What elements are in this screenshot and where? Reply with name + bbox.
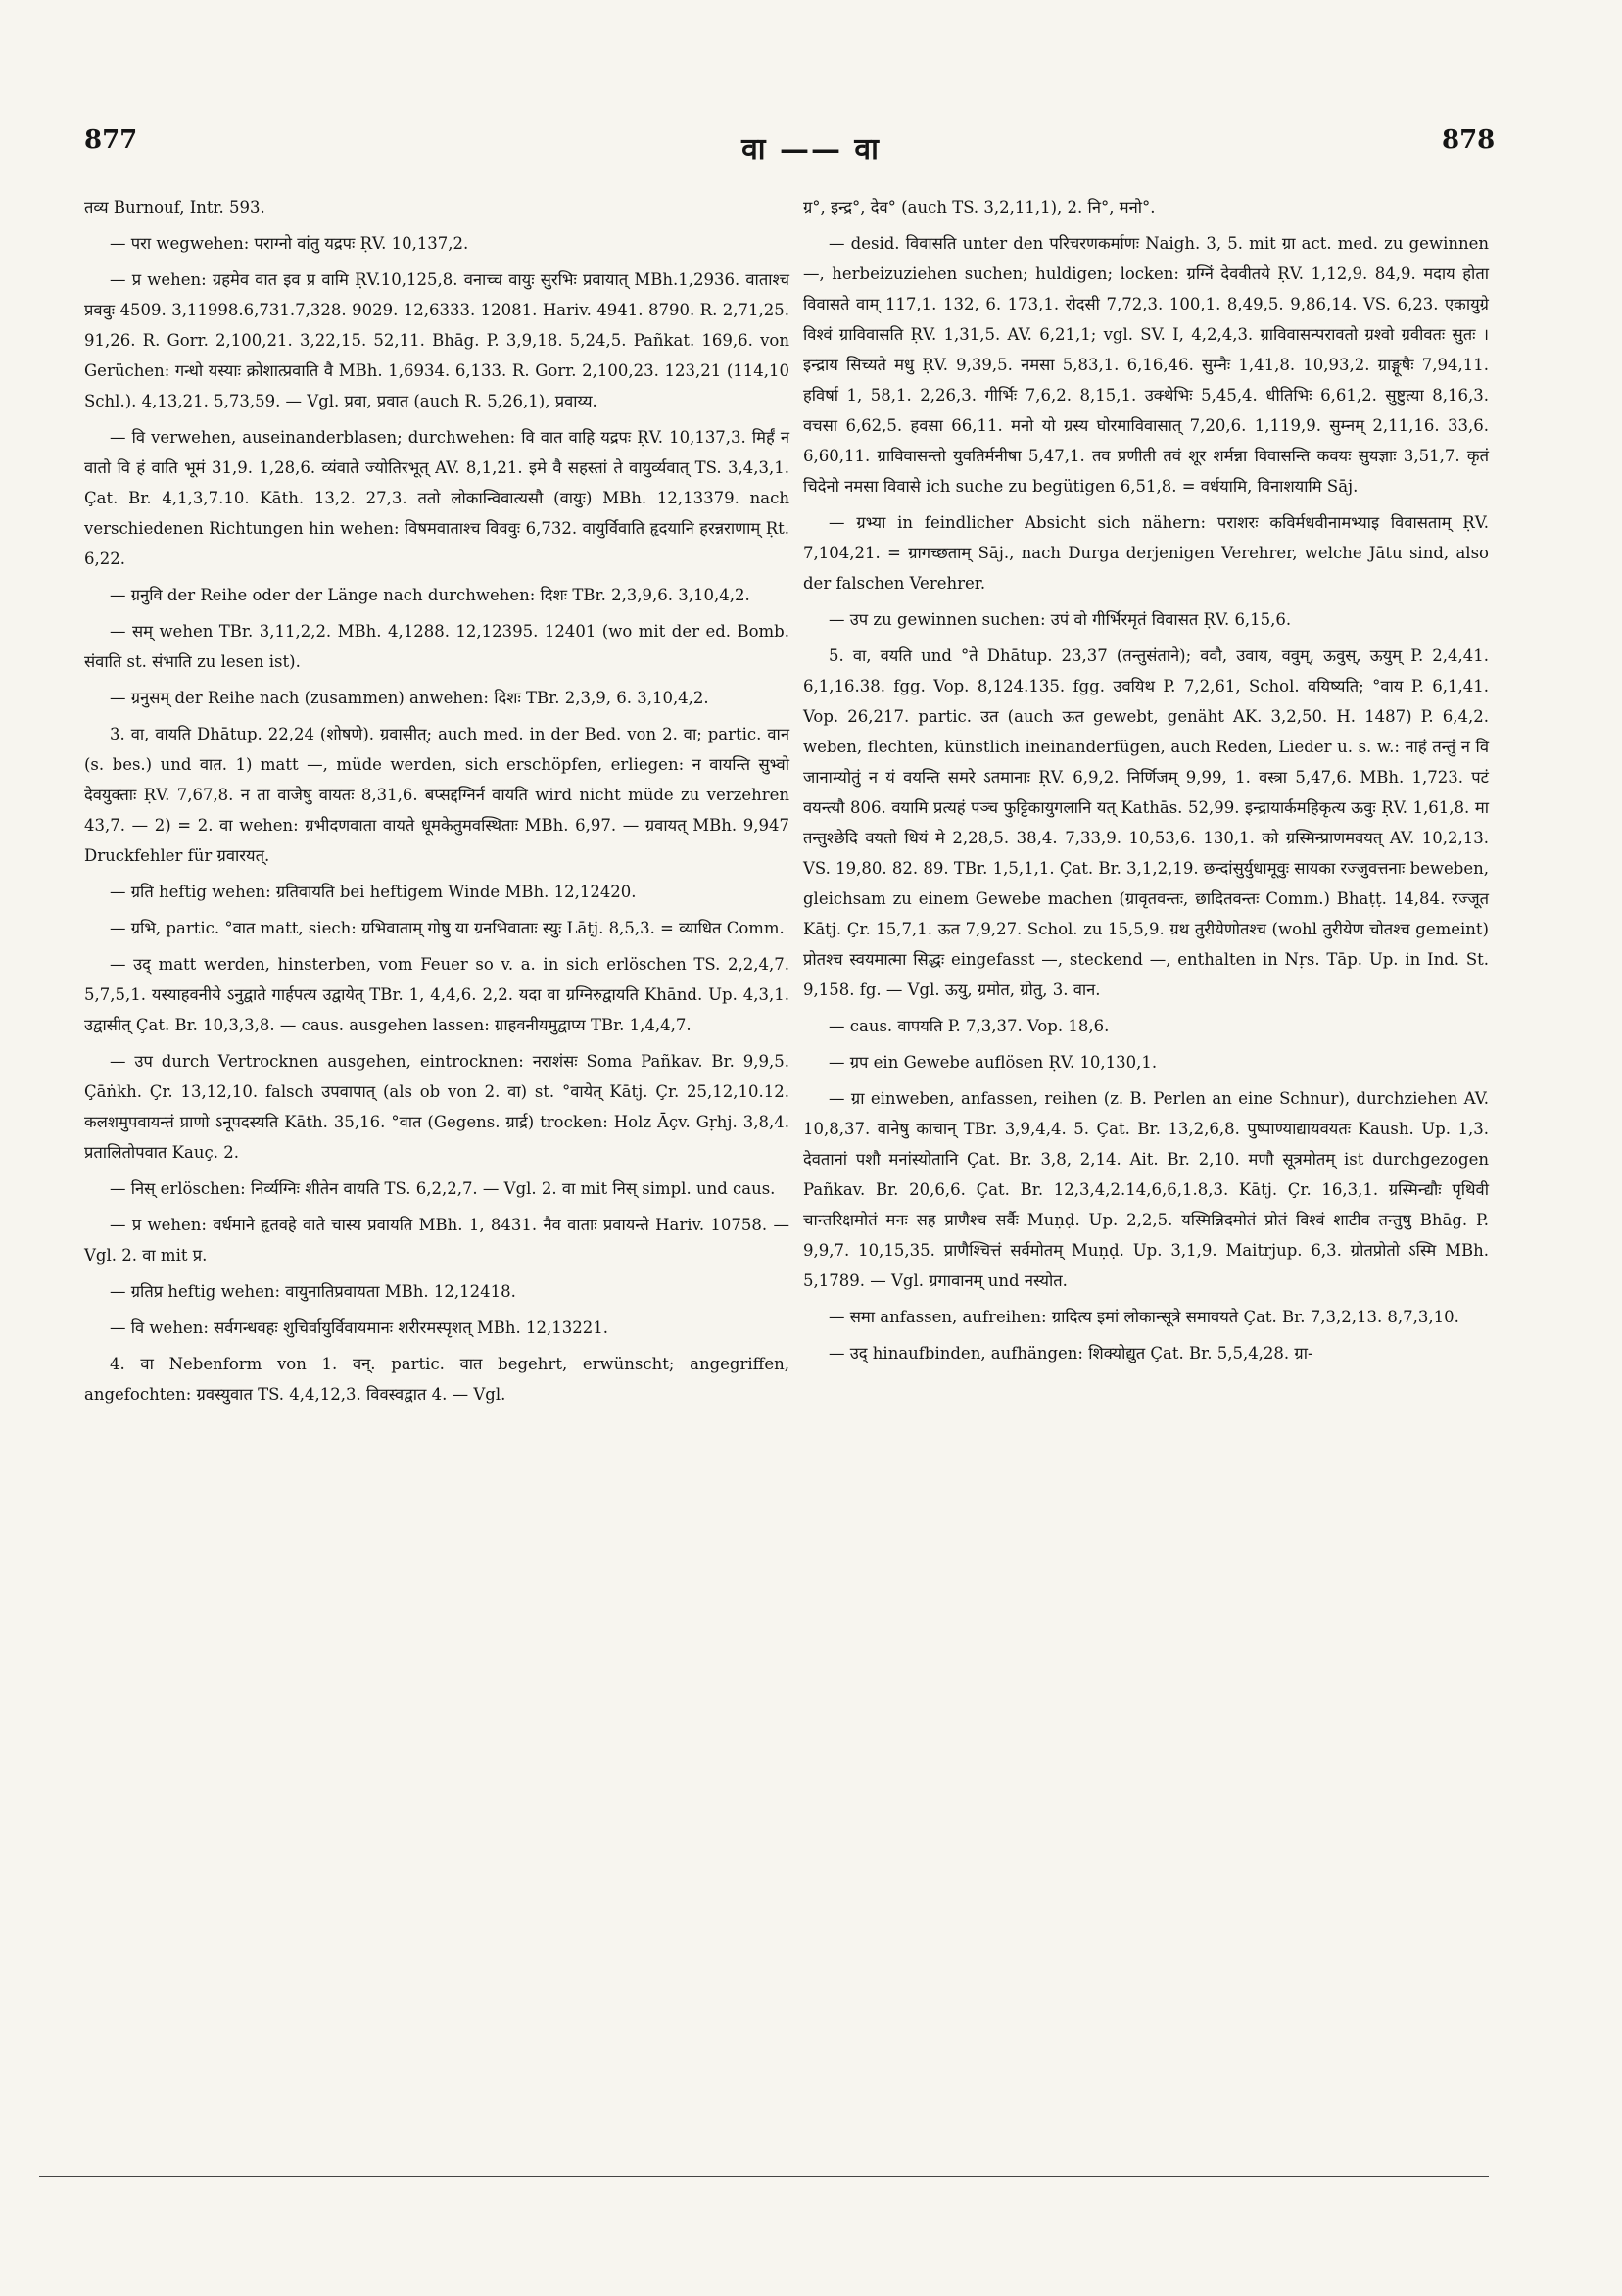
entry-paragraph: — परा wegwehen: पराग्नो वांतु यद्रपः ṚV. 10,137,2.	[110, 234, 469, 253]
entry-paragraph: — ग्रनुवि der Reihe oder der Länge nach durchwehen: दिशः TBr. 2,3,9,6. 3,10,4,2.	[110, 586, 750, 604]
entry-paragraph: 4. वा Nebenform von 1. वन्. partic. वात begehrt, erwünscht; angegriffen, angefochten: ग्रवस्युवात TS. 4,4,12,3. विवस्वद्वात 4. — Vgl.	[84, 1355, 789, 1404]
entry-paragraph: — ग्रतिप्र heftig wehen: वायुनातिप्रवायता MBh. 12,12418.	[110, 1282, 516, 1301]
page-number-right: 878	[1442, 125, 1496, 155]
entry-paragraph: — निस् erlöschen: निर्व्यग्निः शीतेन वायति TS. 6,2,2,7. — Vgl. 2. वा mit निस् simpl. und caus.	[110, 1179, 776, 1198]
entry-paragraph: — प्र wehen: ग्रहमेव वात इव प्र वामि ṚV.10,125,8. वनाच्च वायुः सुरभिः प्रवायात् MBh.1,2936. वाताश्च प्रववुः 4509. 3,11998.6,731.7,328. 9029. 12,6333. 12081. Hariv. 4941. 8790. R. 2,71,25. 91,26. R. Gorr. 2,100,21. 3,22,15. 52,11. Bhāg. P. 3,9,18. 5,24,5. Pañkat. 169,6. von Gerüchen: गन्धो यस्याः क्रोशात्प्रवाति वै MBh. 1,6934. 6,133. R. Gorr. 2,100,23. 123,21 (114,10 Schl.). 4,13,21. 5,73,59. — Vgl. प्रवा, प्रवात (auch R. 5,26,1), प्रवाय्य.	[84, 270, 789, 410]
entry-paragraph: — प्र wehen: वर्धमाने हृतवहे वाते चास्य प्रवायति MBh. 1, 8431. नैव वाताः प्रवायन्ते Hariv. 10758. — Vgl. 2. वा mit प्र.	[84, 1216, 789, 1265]
entry-paragraph: — ग्रभ्या in feindlicher Absicht sich nähern: पराशरः कविर्मधवीनामभ्याइ विवासताम् ṚV. 7,104,21. = ग्रागच्छताम् Sāj., nach Durga derjenigen Verehrer, welche Jātu sind, also der falschen Verehrer.	[803, 513, 1489, 593]
entry-paragraph: — उद् hinaufbinden, aufhängen: शिक्योद्युत Çat. Br. 5,5,4,28. ग्रा-	[829, 1344, 1313, 1363]
page-number-left: 877	[84, 125, 138, 155]
entry-paragraph: — उप zu gewinnen suchen: उपं वो गीर्भिरमृतं विवासत ṚV. 6,15,6.	[829, 610, 1292, 629]
entry-paragraph: — वि wehen: सर्वगन्धवहः शुचिर्वायुर्विवायमानः शरीरमस्पृशत् MBh. 12,13221.	[110, 1318, 608, 1337]
entry-paragraph: 3. वा, वायति Dhātup. 22,24 (शोषणे). ग्रवासीत्; auch med. in der Bed. von 2. वा; partic. वान (s. bes.) und वात. 1) matt —, müde werden, sich erschöpfen, erliegen: न वायन्ति सुभ्वो देवयुक्ताः ṚV. 7,67,8. न ता वाजेषु वायतः 8,31,6. बप्सद्दग्निर्न वायति wird nicht müde zu verzehren 43,7. — 2) = 2. वा wehen: ग्रभीदणवाता वायते धूमकेतुमवस्थिताः MBh. 6,97. — ग्रवायत् MBh. 9,947 Druckfehler für ग्रवारयत्.	[84, 725, 789, 865]
entry-paragraph: — उद् matt werden, hinsterben, vom Feuer so v. a. in sich erlöschen TS. 2,2,4,7. 5,7,5,1. यस्याहवनीये ऽनुद्वाते गार्हपत्य उद्वायेत् TBr. 1, 4,4,6. 2,2. यदा वा ग्रग्निरुद्वायति Khānd. Up. 4,3,1. उद्वासीत् Çat. Br. 10,3,3,8. — caus. ausgehen lassen: ग्राहवनीयमुद्वाप्य TBr. 1,4,4,7.	[84, 955, 789, 1034]
left-column	[84, 192, 789, 1415]
entry-paragraph: — caus. वापयति P. 7,3,37. Vop. 18,6.	[829, 1017, 1110, 1035]
entry-paragraph: ग्र°, इन्द्र°, देव° (auch TS. 3,2,11,1), 2. नि°, मनो°.	[803, 198, 1156, 216]
entry-paragraph: — सम् wehen TBr. 3,11,2,2. MBh. 4,1288. 12,12395. 12401 (wo mit der ed. Bomb. संवाति st. संभाति zu lesen ist).	[84, 622, 789, 671]
entry-paragraph: — ग्रनुसम् der Reihe nach (zusammen) anwehen: दिशः TBr. 2,3,9, 6. 3,10,4,2.	[110, 689, 709, 707]
entry-paragraph: 5. वा, वयति und °ते Dhātup. 23,37 (तन्तुसंताने); ववौ, उवाय, ववुम्, ऊवुस्, ऊयुम् P. 2,4,41. 6,1,16.38. fgg. Vop. 8,124.135. fgg. उवयिथ P. 7,2,61, Schol. वयिष्यति; °वाय P. 6,1,41. Vop. 26,217. partic. उत (auch ऊत gewebt, genäht AK. 3,2,50. H. 1487) P. 6,4,2. weben, flechten, künstlich ineinanderfügen, auch Reden, Lieder u. s. w.: नाहं तन्तुं न वि जानाम्योतुं न यं वयन्ति समरे ऽतमानाः ṚV. 6,9,2. निर्णिजम् 9,99, 1. वस्त्रा 5,47,6. MBh. 1,723. पटं वयन्त्यौ 806. वयामि प्रत्यहं पञ्च फुट्टिकायुगलानि यत् Kathās. 52,99. इन्द्रायार्कमहिकृत्य ऊवुः ṚV. 1,61,8. मा तन्तुश्छेदि वयतो धियं मे 2,28,5. 38,4. 7,33,9. 10,53,6. 130,1. को ग्रस्मिन्प्राणमवयत् AV. 10,2,13. VS. 19,80. 82. 89. TBr. 1,5,1,1. Çat. Br. 3,1,2,19. छन्दांसुर्युधामूवुः सायका रज्जुवत्तनाः beweben, gleichsam zu einem Gewebe machen (ग्रावृतवन्तः, छादितवन्तः Comm.) Bhaṭṭ. 14,84. रज्जूत Kātj. Çr. 15,7,1. ऊत 7,9,27. Schol. zu 15,5,9. ग्रथ तुरीयेणोतश्च (wohl तुरीयेण चोतश्च gemeint) प्रोतश्च स्वयमात्मा सिद्धः eingefasst —, steckend —, enthalten in Nṛs. Tāp. Up. in Ind. St. 9,158. fg. — Vgl. ऊयु, ग्रमोत, ग्रोतु, 3. वान.	[803, 646, 1489, 999]
footer-rule	[39, 2176, 1489, 2177]
entry-paragraph: — उप durch Vertrocknen ausgehen, eintrocknen: नराशंसः Soma Pañkav. Br. 9,9,5. Çāṅkh. Çr. 13,12,10. falsch उपवापात् (als ob von 2. वा) st. °वायेत् Kātj. Çr. 25,12,10.12. कलशमुपवायन्तं प्राणो ऽनूपदस्यति Kāth. 35,16. °वात (Gegens. ग्रार्द्र) trocken: Holz Āçv. Gṛhj. 3,8,4. प्रतालितोपवात Kauç. 2.	[84, 1052, 789, 1162]
entry-paragraph: — ग्रा einweben, anfassen, reihen (z. B. Perlen an eine Schnur), durchziehen AV. 10,8,37. वानेषु काचान् TBr. 3,9,4,4. 5. Çat. Br. 13,2,6,8. पुष्पाण्याद्यायवयतः Kaush. Up. 1,3. देवतानां पशौ मनांस्योतानि Çat. Br. 3,8, 2,14. Ait. Br. 2,10. मणौ सूत्रमोतम् ist durchgezogen Pañkav. Br. 20,6,6. Çat. Br. 12,3,4,2.14,6,6,1.8,3. Kātj. Çr. 16,3,1. ग्रस्मिन्द्यौः पृथिवी चान्तरिक्षमोतं मनः सह प्राणैश्च सर्वैः Muṇḍ. Up. 2,2,5. यस्मिन्निदमोतं प्रोतं विश्वं शाटीव तन्तुषु Bhāg. P. 9,9,7. 10,15,35. प्राणैश्चित्तं सर्वमोतम् Muṇḍ. Up. 3,1,9. Maitrjup. 6,3. ग्रोतप्रोतो ऽस्मि MBh. 5,1789. — Vgl. ग्रगावानम् und नस्योत.	[803, 1089, 1489, 1290]
entry-paragraph: — ग्रभि, partic. °वात matt, siech: ग्रभिवाताम् गोषु या ग्रनभिवाताः स्युः Lāṭj. 8,5,3. = व्याधित Comm.	[110, 919, 785, 937]
entry-paragraph: तव्य Burnouf, Intr. 593.	[84, 198, 265, 216]
right-column	[803, 192, 1489, 1374]
entry-paragraph: — ग्रप ein Gewebe auflösen ṚV. 10,130,1.	[829, 1053, 1158, 1072]
entry-paragraph: — समा anfassen, aufreihen: ग्रादित्य इमां लोकान्सूत्रे समावयते Çat. Br. 7,3,2,13. 8,7,3,10.	[829, 1308, 1459, 1326]
running-header: वा —— वा	[741, 132, 881, 167]
entry-paragraph: — वि verwehen, auseinanderblasen; durchwehen: वि वात वाहि यद्रपः ṚV. 10,137,3. मिर्हं न वातो वि हं वाति भूमं 31,9. 1,28,6. व्यंवाते ज्योतिरभूत् AV. 8,1,21. इमे वै सहस्तां ते वायुर्व्यवात् TS. 3,4,3,1. Çat. Br. 4,1,3,7.10. Kāth. 13,2. 27,3. ततो लोकान्विवात्यसौ (वायुः) MBh. 12,13379. nach verschiedenen Richtungen hin wehen: विषमवाताश्च विववुः 6,732. वायुर्विवाति हृदयानि हरन्नराणाम् Ṛt. 6,22.	[84, 428, 789, 568]
entry-paragraph: — ग्रति heftig wehen: ग्रतिवायति bei heftigem Winde MBh. 12,12420.	[110, 883, 637, 901]
entry-paragraph: — desid. विवासति unter den परिचरणकर्माणः Naigh. 3, 5. mit ग्रा act. med. zu gewinnen —, herbeizuziehen suchen; huldigen; locken: ग्रग्निं देववीतये ṚV. 1,12,9. 84,9. मदाय होता विवासते वाम् 117,1. 132, 6. 173,1. रोदसी 7,72,3. 100,1. 8,49,5. 9,86,14. VS. 6,23. एकायुग्रे विश्वं ग्राविवासति ṚV. 1,31,5. AV. 6,21,1; vgl. SV. I, 4,2,4,3. ग्राविवासन्परावतो ग्रश्वो ग्रवीवतः सुतः । इन्द्राय सिच्यते मधु ṚV. 9,39,5. नमसा 5,83,1. 6,16,46. सुम्नैः 1,41,8. 10,93,2. ग्राङ्गूषैः 7,94,11. हविर्षा 1, 58,1. 2,26,3. गीर्भिः 7,6,2. 8,15,1. उक्थेभिः 5,45,4. धीतिभिः 6,61,2. सुष्टुत्या 8,16,3. वचसा 6,62,5. हवसा 66,11. मनो यो ग्रस्य घोरमाविवासात् 7,20,6. 1,119,9. सुम्नम् 2,11,16. 33,6. 6,60,11. ग्राविवासन्तो युवतिर्मनीषा 5,47,1. तव प्रणीती तवं शूर शर्मन्ना विवासन्ति कवयः सुयज्ञाः 3,51,7. कृतं चिदेनो नमसा विवासे ich suche zu begütigen 6,51,8. = वर्धयामि, विनाशयामि Sāj.	[803, 234, 1489, 496]
